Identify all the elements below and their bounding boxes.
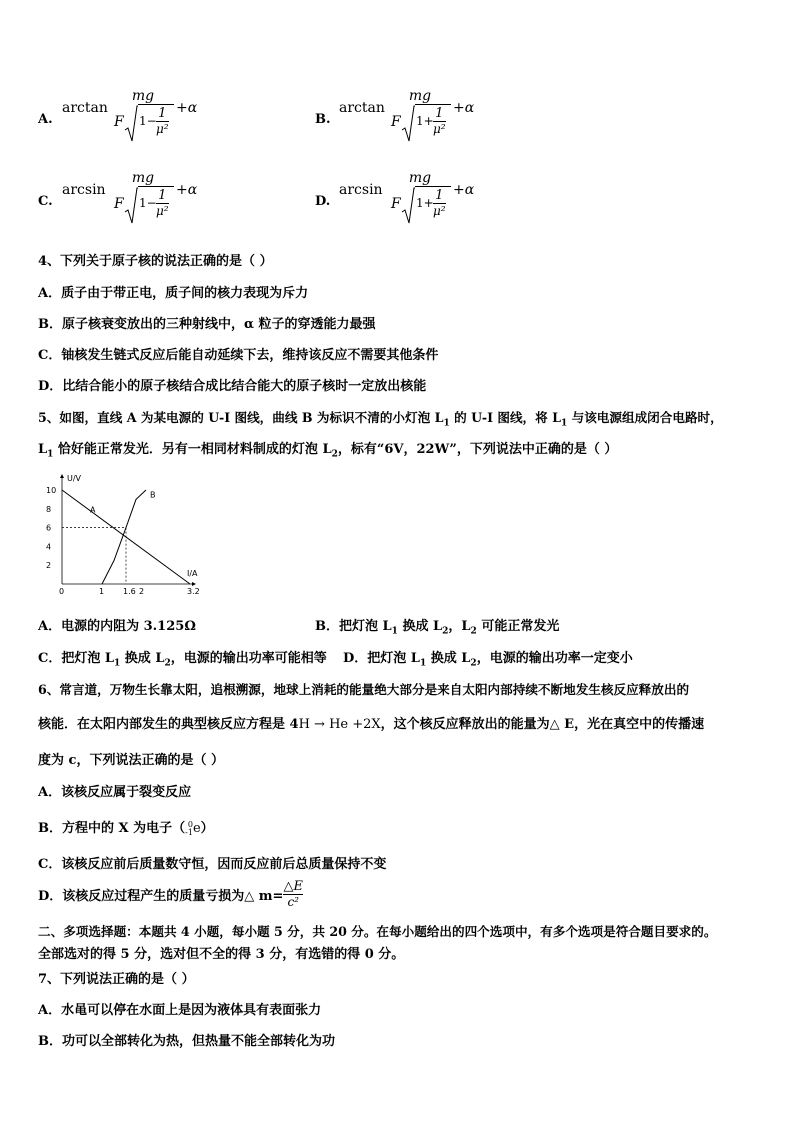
- q7-stem: 7、下列说法正确的是（ ）: [38, 972, 195, 987]
- nuclear-equation: H → He +2X: [298, 717, 381, 732]
- y-tick-label: 4: [46, 542, 52, 552]
- q6-option-c: C．该核反应前后质量数守恒，因而反应前后总质量保持不变: [38, 857, 387, 872]
- x-tick-label: 1.6: [123, 587, 136, 596]
- q6-option-a: A．该核反应属于裂变反应: [38, 785, 192, 800]
- x-tick-label: 3.2: [187, 587, 200, 596]
- q5-stem-line2: $L_1$ 恰好能正常发光．另有一相同材料制成的灯泡 $L_2$，标有“6V，22W”，下列说法中正确的是（ ）: [38, 442, 618, 460]
- series-b-curve: [102, 490, 146, 584]
- y-axis-arrow-icon: [60, 474, 64, 478]
- series-b-label: B: [150, 490, 156, 500]
- section2-heading-line1: 二、多项选择题：本题共 4 小题，每小题 5 分，共 20 分。在每小题给出的四个选项中，有多个选项是符合题目要求的。: [38, 924, 717, 939]
- q6-option-d: D．该核反应过程产生的质量亏损为△ m= $\frac{\triangle E}{\text{c²}}$: [38, 879, 303, 909]
- q4-option-a: A．质子由于带正电，质子间的核力表现为斥力: [38, 286, 309, 301]
- option-c-formula: arcsin mg F 1− 1 μ² +α: [62, 170, 282, 234]
- option-a-label: A.: [38, 112, 53, 127]
- option-a-formula: arctan mg F 1− 1 μ² +α: [62, 88, 282, 152]
- y-tick-label: 8: [46, 504, 52, 514]
- ui-graph: [40, 472, 200, 600]
- y-tick-label: 6: [46, 523, 52, 533]
- option-b-formula: arctan mg F 1+ 1 μ² +α: [339, 88, 559, 152]
- option-d-label: D.: [315, 194, 331, 209]
- q7-option-b: B．功可以全部转化为热，但热量不能全部转化为功: [38, 1034, 335, 1049]
- y-axis-label: U/V: [67, 474, 82, 483]
- q4-option-b: B．原子核衰变放出的三种射线中，α 粒子的穿透能力最强: [38, 317, 376, 332]
- option-d-formula: arcsin mg F 1+ 1 μ² +α: [339, 170, 559, 234]
- q7-option-a: A．水黾可以停在水面上是因为液体具有表面张力: [38, 1003, 322, 1018]
- y-tick-label: 10: [46, 486, 57, 495]
- option-c-label: C.: [38, 194, 53, 209]
- q4-option-c: C．铀核发生链式反应后能自动延续下去，维持该反应不需要其他条件: [38, 348, 439, 363]
- x-tick-label: 0: [59, 587, 65, 596]
- x-axis-arrow-icon: [192, 582, 196, 586]
- y-tick-label: 2: [46, 561, 52, 571]
- q5-option-a: A．电源的内阻为 3.125Ω: [38, 619, 196, 634]
- q5-stem-line1: 5、如图，直线 A 为某电源的 U-I 图线，曲线 B 为标识不清的小灯泡 $L_1$ 的 U-I 图线，将 $L_1$ 与该电源组成闭合电路时，: [38, 410, 723, 429]
- radical-sign-icon: [401, 186, 415, 226]
- q6-stem-line2: 核能．在太阳内部发生的典型核反应方程是 4H → He +2X，这个核反应释放出的能量为△ E，光在真空中的传播速: [38, 717, 705, 732]
- q6-stem-line1: 6、常言道，万物生长靠太阳，追根溯源，地球上消耗的能量绝大部分是来自太阳内部持续不断地发生核反应释放出的: [38, 682, 690, 697]
- radical-sign-icon: [124, 186, 138, 226]
- q5-option-c: C．把灯泡 $L_1$ 换成 $L_2$，电源的输出功率可能相等: [38, 651, 327, 669]
- q6-stem-line3: 度为 c，下列说法正确的是（ ）: [38, 753, 224, 768]
- q5-option-d: D．把灯泡 $L_1$ 换成 $L_2$，电源的输出功率一定变小: [343, 651, 633, 669]
- x-tick-label: 2: [139, 587, 145, 596]
- q6-option-b: B．方程中的 X 为电子（ 0 -1e）: [38, 819, 214, 837]
- delta-e-over-c2: $\frac{\triangle E}{\text{c²}}$: [283, 879, 303, 909]
- series-a-label: A: [90, 505, 96, 515]
- q4-option-d: D．比结合能小的原子核结合成比结合能大的原子核时一定放出核能: [38, 379, 427, 394]
- q4-stem: 4、下列关于原子核的说法正确的是（ ）: [38, 254, 273, 269]
- x-axis-label: I/A: [187, 569, 198, 578]
- option-b-label: B.: [315, 112, 331, 127]
- q5-option-b: B．把灯泡 $L_1$ 换成 $L_2$，$L_2$ 可能正常发光: [315, 619, 560, 637]
- radical-sign-icon: [124, 104, 138, 144]
- radical-sign-icon: [401, 104, 415, 144]
- x-tick-label: 1: [99, 587, 105, 596]
- section2-heading-line2: 全部选对的得 5 分，选对但不全的得 3 分，有选错的得 0 分。: [38, 947, 405, 962]
